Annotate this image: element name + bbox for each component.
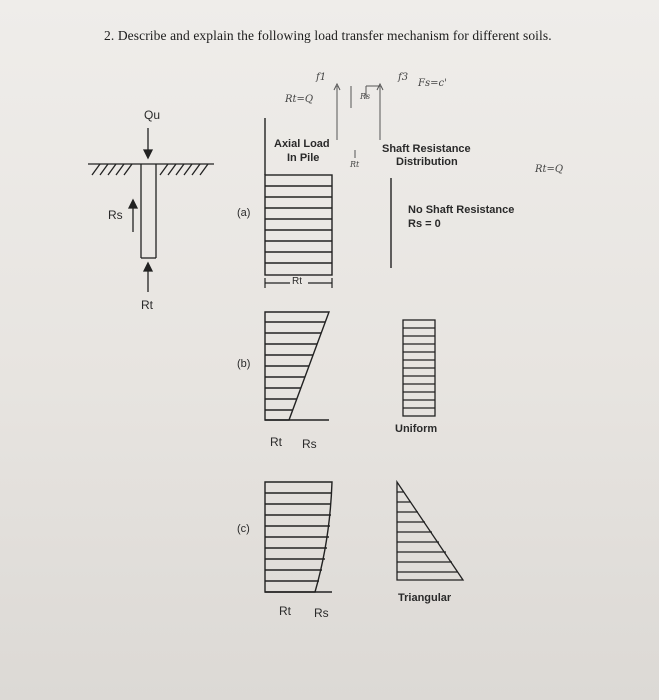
pile-shaft-label: Rs — [108, 208, 123, 222]
handwritten-f1: f1 — [316, 72, 327, 83]
handwritten-fs-note: Fs=c' — [418, 78, 447, 89]
case-a-label: (a) — [237, 207, 251, 219]
shaft-resistance-arrow — [129, 200, 137, 232]
case-c-tip-label: Rt — [279, 604, 291, 618]
case-b-label: (b) — [237, 358, 251, 370]
handwritten-f3: f3 — [398, 72, 409, 83]
shaft-resistance-header-line1: Shaft Resistance — [382, 143, 471, 155]
pile-load-label: Qu — [144, 108, 161, 122]
case-a-note-line1: No Shaft Resistance — [408, 204, 515, 216]
case-b-distribution-label: Uniform — [395, 423, 438, 435]
case-c-triangular-distribution — [397, 482, 463, 580]
case-c-axial-load-block — [265, 482, 332, 592]
shaft-resistance-header-line2: Distribution — [396, 156, 458, 168]
handwritten-rs-small: Rs — [360, 92, 371, 101]
pile-body — [141, 164, 156, 258]
case-a-note-line2: Rs = 0 — [408, 218, 441, 230]
ground-surface — [88, 164, 214, 175]
case-a-rt-label: Rt — [292, 276, 302, 287]
question-number: 2. — [104, 28, 115, 43]
handwritten-rt-small: Rt — [350, 160, 360, 169]
case-c-shaft-label: Rs — [314, 606, 329, 620]
case-b-tip-label: Rt — [270, 435, 282, 449]
case-b-shaft-label: Rs — [302, 437, 317, 451]
case-b-uniform-distribution — [403, 320, 435, 416]
handwritten-marks — [334, 84, 383, 158]
question-text: Describe and explain the following load transfer mechanism for different soils. — [117, 28, 552, 43]
axial-load-header-line1: Axial Load — [274, 138, 330, 150]
load-arrow — [144, 128, 152, 158]
handwritten-rt-q-right: Rt=Q — [535, 164, 564, 175]
pile-tip-label: Rt — [141, 298, 153, 312]
case-c-label: (c) — [237, 523, 250, 535]
case-c-distribution-label: Triangular — [398, 592, 452, 604]
axial-load-header-line2: In Pile — [287, 152, 320, 164]
tip-resistance-arrow — [144, 263, 152, 292]
case-b-axial-load-block — [265, 312, 329, 420]
handwritten-rt-q-top: Rt=Q — [285, 94, 314, 105]
